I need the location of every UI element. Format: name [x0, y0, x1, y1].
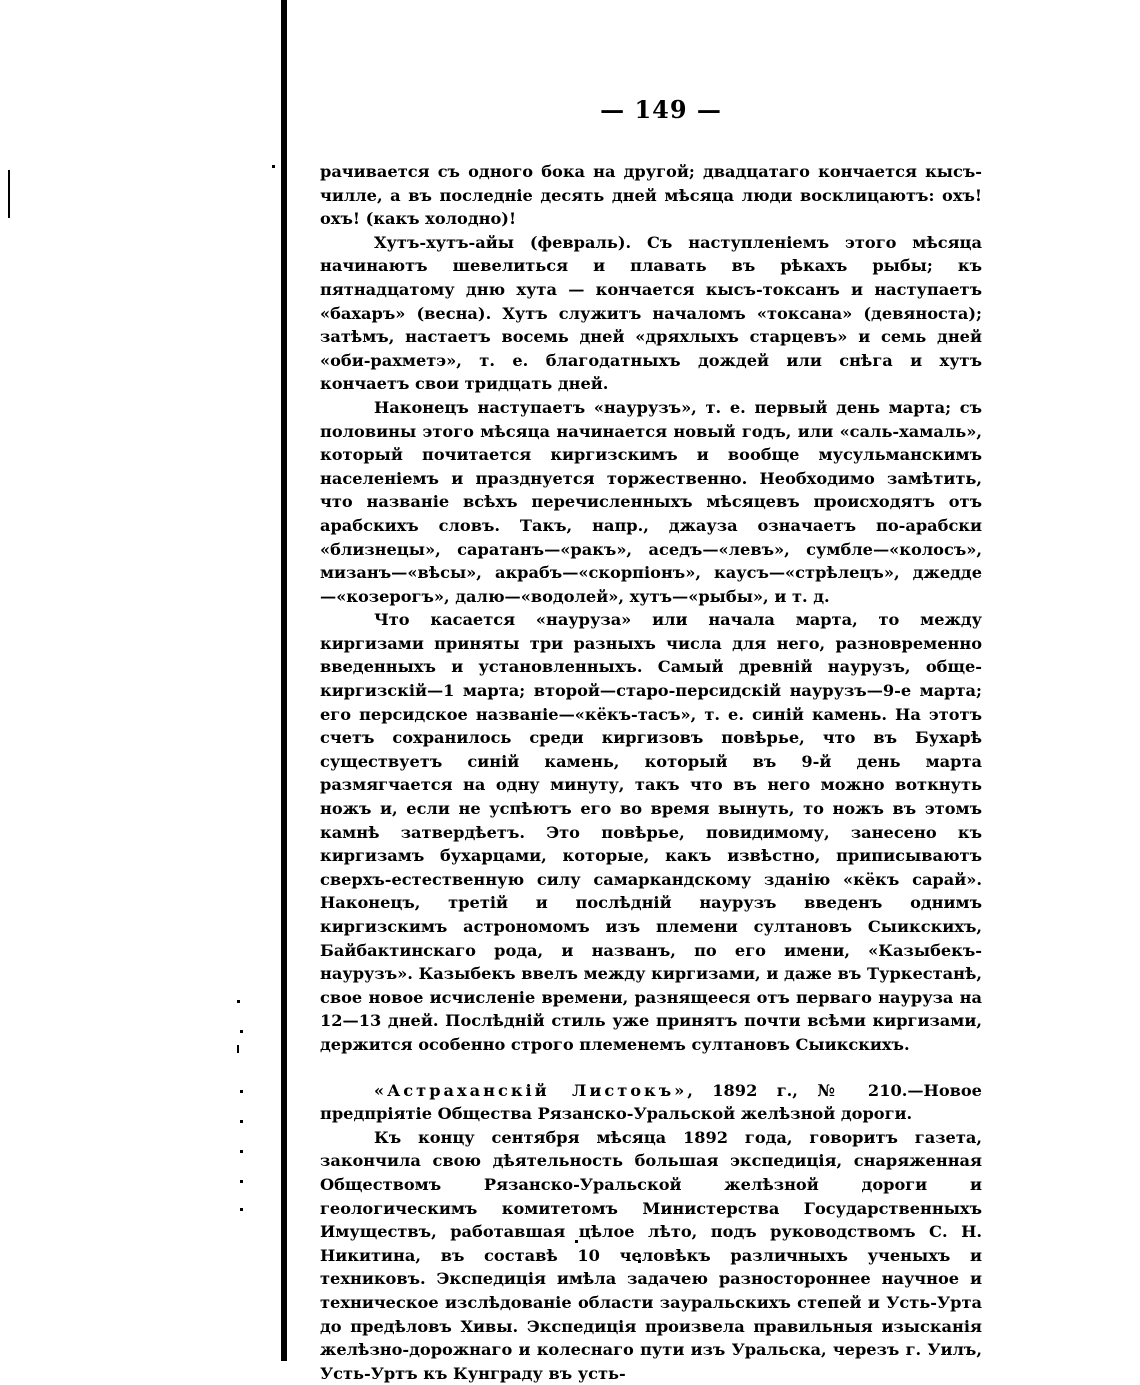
- scan-mark: [272, 165, 275, 168]
- scan-mark: [240, 1090, 243, 1093]
- article-citation: [320, 1079, 982, 1126]
- binding-line: [281, 0, 287, 1361]
- citation-text: , 1892 г., № 210.—Новое предпріятіе Общества Рязанско-Уральской желѣзной дороги.: [320, 1080, 982, 1124]
- paragraph-nauruz-dates: Что касается «науруза» или начала марта, то между киргизами приняты три разныхъ числа для него, разновременно введенныхъ и установленныхъ. Самый древній наурузъ, обще-киргизскій—1 марта; второй—старо-персидскій наурузъ—9-е марта; его персидское названіе—«кёкъ-тасъ», т. е. синій камень. На этотъ счетъ сохранилось среди киргизовъ повѣрье, что въ Бухарѣ существуетъ синій камень, который въ 9-й день марта размягчается на одну минуту, такъ что въ него можно воткнуть ножъ и, если не успѣютъ его во время вынуть, то ножъ въ этомъ камнѣ затвердѣетъ. Это повѣрье, повидимому, занесено къ киргизамъ бухарцами, которые, какъ извѣстно, приписываютъ сверхъ-естественную силу самаркандскому зданію «кёкъ сарай». Наконецъ, третій и послѣдній наурузъ введенъ однимъ киргизскимъ астрономомъ изъ племени султановъ Сыикскихъ, Байбактинскаго рода, и названъ, по его имени, «Казыбекъ-наурузъ». Казыбекъ ввелъ между киргизами, и даже въ Туркестанѣ, свое новое исчисленіе времени, разнящееся отъ перваго науруза на 12—13 дней. Послѣдній стиль уже принятъ почти всѣми киргизами, держится особенно строго племенемъ султановъ Сыикскихъ.: [320, 610, 982, 1054]
- paragraph-expedition: Къ концу сентября мѣсяца 1892 года, говоритъ газета, закончила свою дѣятельность большая экспедиція, снаряженная Обществомъ Рязанско-Уральской желѣзной дороги и геологическимъ комитетомъ Министерства Государственныхъ Имуществъ, работавшая цѣлое лѣто, подъ руководствомъ С. Н. Никитина, въ составѣ 10 человѣкъ различныхъ ученыхъ и техниковъ. Экспедиція имѣла задачею разностороннее научное и техническое изслѣдованіе области зауральскихъ степей и Усть-Урта до предѣловъ Хивы. Экспедиція произвела правильныя изысканія желѣзно-дорожнаго и колеснаго пути изъ Уральска, черезъ г. Уилъ, Усть-Уртъ къ Кунграду въ усть-: [320, 1127, 982, 1383]
- scan-mark: [237, 1000, 240, 1003]
- newspaper-title: «Астраханскій Листокъ»: [374, 1080, 688, 1100]
- scan-mark: [240, 1208, 243, 1211]
- paragraph-january-end: рачивается съ одного бока на другой; двадцатаго кончается кысъ-чилле, а въ последніе десять дней мѣсяца люди восклицаютъ: охъ! охъ! (какъ холодно)!: [320, 162, 982, 229]
- paragraph-nauruz: Наконецъ наступаетъ «наурузъ», т. е. первый день марта; съ половины этого мѣсяца начинается новый годъ, или «саль-хамаль», который почитается киргизскимъ и вообще мусульманскимъ населеніемъ и празднуется торжественно. Необходимо замѣтить, что названіе всѣхъ перечисленныхъ мѣсяцевъ происходятъ отъ арабскихъ словъ. Такъ, напр., джауза означаетъ по-арабски «близнецы», саратанъ—«ракъ», аседъ—«левъ», сумбле—«колосъ», мизанъ—«вѣсы», акрабъ—«скорпіонъ», каусъ—«стрѣлецъ», джедде—«козерогъ», далю—«водолей», хутъ—«рыбы», и т. д.: [320, 397, 982, 606]
- scan-mark: [8, 170, 10, 218]
- scan-mark: [240, 1180, 243, 1183]
- paragraph-february: Хутъ-хутъ-айы (февраль). Съ наступленіемъ этого мѣсяца начинаютъ шевелиться и плавать въ рѣкахъ рыбы; къ пятнадцатому дню хута — кончается кысъ-токсанъ и наступаетъ «бахаръ» (весна). Хутъ служитъ началомъ «токсана» (девяноста); затѣмъ, настаетъ восемь дней «дряхлыхъ старцевъ» и семь дней «оби-рахметэ», т. е. благодатныхъ дождей или снѣга и хутъ кончаетъ свои тридцать дней.: [320, 232, 982, 394]
- scan-mark: [237, 1045, 239, 1053]
- section-gap: [320, 1057, 982, 1079]
- text-column: [320, 95, 982, 1385]
- scan-mark: [240, 1030, 243, 1033]
- page-number: — 149 —: [600, 95, 722, 124]
- scan-mark: [240, 1120, 243, 1123]
- scan-mark: [240, 1150, 243, 1153]
